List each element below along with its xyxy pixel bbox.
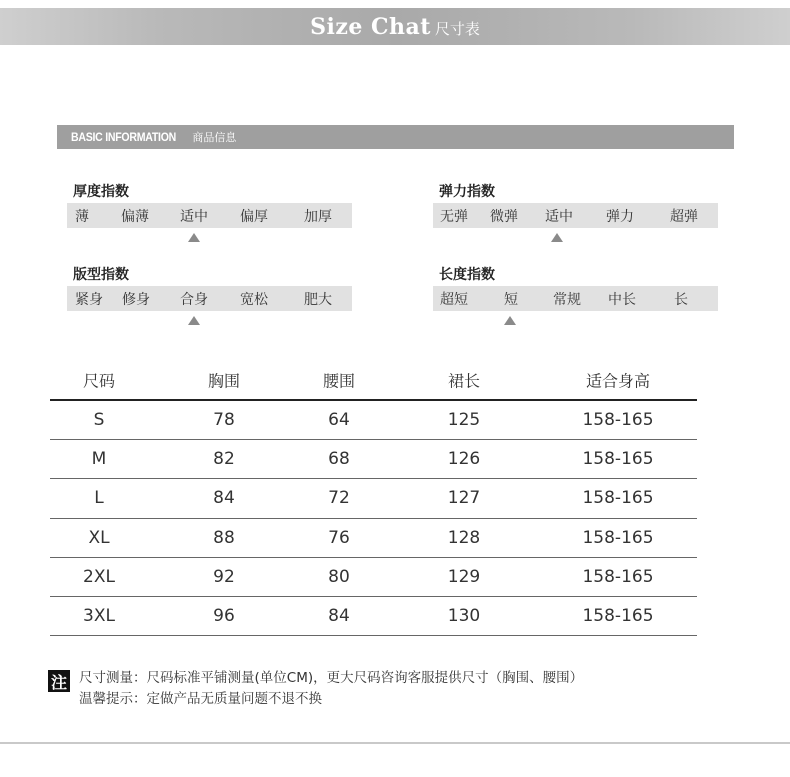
scale-option: 弹力	[606, 209, 634, 225]
scale-option: 微弹	[490, 209, 518, 225]
height-cell: 158-165	[582, 449, 654, 470]
bust-cell: 88	[213, 527, 235, 548]
selection-marker-icon	[504, 316, 516, 325]
header-waist: 腰围	[322, 371, 356, 390]
scale-option: 常规	[553, 292, 581, 308]
elasticity-scale	[433, 181, 718, 228]
scale-title: 长度指数	[439, 267, 495, 283]
table-header	[50, 360, 697, 401]
bust-cell: 92	[213, 566, 235, 587]
selection-marker-icon	[188, 233, 200, 242]
height-cell: 158-165	[582, 566, 654, 587]
scale-option: 无弹	[440, 209, 468, 225]
scale-title: 弹力指数	[439, 184, 495, 200]
size-cell: L	[94, 488, 104, 509]
banner-subtitle: 尺寸表	[434, 19, 480, 38]
header-height: 适合身高	[585, 371, 651, 390]
table-row	[50, 558, 697, 597]
bottom-divider	[0, 742, 790, 744]
scale-bar	[67, 286, 352, 311]
table-row	[50, 401, 697, 440]
scale-option: 加厚	[304, 209, 332, 225]
size-cell: S	[93, 410, 105, 431]
waist-cell: 84	[328, 606, 350, 627]
scale-option-selected: 合身	[180, 292, 208, 308]
scale-option: 修身	[122, 292, 150, 308]
note-badge: 注	[48, 670, 70, 692]
length-cell: 126	[447, 449, 481, 470]
table-row	[50, 519, 697, 558]
size-cell: M	[91, 449, 107, 470]
banner-title: Size Chat	[310, 13, 431, 40]
size-chart-banner	[0, 8, 790, 45]
header-bust: 胸围	[207, 371, 241, 390]
note-line-reminder: 温馨提示：定做产品无质量问题不退不换	[79, 691, 322, 707]
height-cell: 158-165	[582, 527, 654, 548]
size-table	[50, 360, 697, 636]
size-cell: XL	[88, 527, 110, 548]
bust-cell: 96	[213, 606, 235, 627]
scale-option: 肥大	[304, 292, 332, 308]
scale-bar	[433, 286, 718, 311]
scale-option: 薄	[75, 209, 89, 225]
length-cell: 127	[447, 488, 481, 509]
basic-information-bar	[57, 125, 734, 149]
scale-option-selected: 适中	[545, 209, 573, 225]
product-info-label: 商品信息	[192, 131, 237, 144]
thickness-scale	[67, 181, 352, 228]
scale-option-selected: 短	[504, 292, 518, 308]
fit-scale	[67, 264, 352, 311]
header-size: 尺码	[82, 371, 116, 390]
table-row	[50, 440, 697, 479]
bust-cell: 78	[213, 410, 235, 431]
waist-cell: 76	[328, 527, 350, 548]
scale-bar	[433, 203, 718, 228]
length-cell: 128	[447, 527, 481, 548]
table-row	[50, 597, 697, 636]
scale-option: 偏薄	[121, 209, 149, 225]
height-cell: 158-165	[582, 488, 654, 509]
bust-cell: 82	[213, 449, 235, 470]
size-cell: 2XL	[83, 566, 115, 587]
scale-option: 超弹	[670, 209, 698, 225]
scale-option: 长	[674, 292, 688, 308]
height-cell: 158-165	[582, 410, 654, 431]
scale-option: 中长	[608, 292, 636, 308]
length-scale	[433, 264, 718, 311]
scale-option: 偏厚	[240, 209, 268, 225]
waist-cell: 68	[328, 449, 350, 470]
note-line-measurement: 尺寸测量：尺码标准平铺测量(单位CM)，更大尺码咨询客服提供尺寸（胸围、腰围）	[79, 670, 584, 686]
table-row	[50, 479, 697, 518]
selection-marker-icon	[188, 316, 200, 325]
scale-option-selected: 适中	[180, 209, 208, 225]
scale-bar	[67, 203, 352, 228]
scale-title: 厚度指数	[73, 184, 129, 200]
basic-information-label: BASIC INFORMATION	[71, 130, 177, 144]
waist-cell: 64	[328, 410, 350, 431]
length-cell: 129	[447, 566, 481, 587]
waist-cell: 80	[328, 566, 350, 587]
length-cell: 130	[447, 606, 481, 627]
length-cell: 125	[447, 410, 481, 431]
height-cell: 158-165	[582, 606, 654, 627]
bust-cell: 84	[213, 488, 235, 509]
selection-marker-icon	[551, 233, 563, 242]
scale-title: 版型指数	[73, 267, 129, 283]
header-skirt-length: 裙长	[447, 371, 481, 390]
waist-cell: 72	[328, 488, 350, 509]
scale-option: 超短	[440, 292, 468, 308]
scale-option: 紧身	[75, 292, 103, 308]
size-cell: 3XL	[83, 606, 115, 627]
scale-option: 宽松	[240, 292, 268, 308]
